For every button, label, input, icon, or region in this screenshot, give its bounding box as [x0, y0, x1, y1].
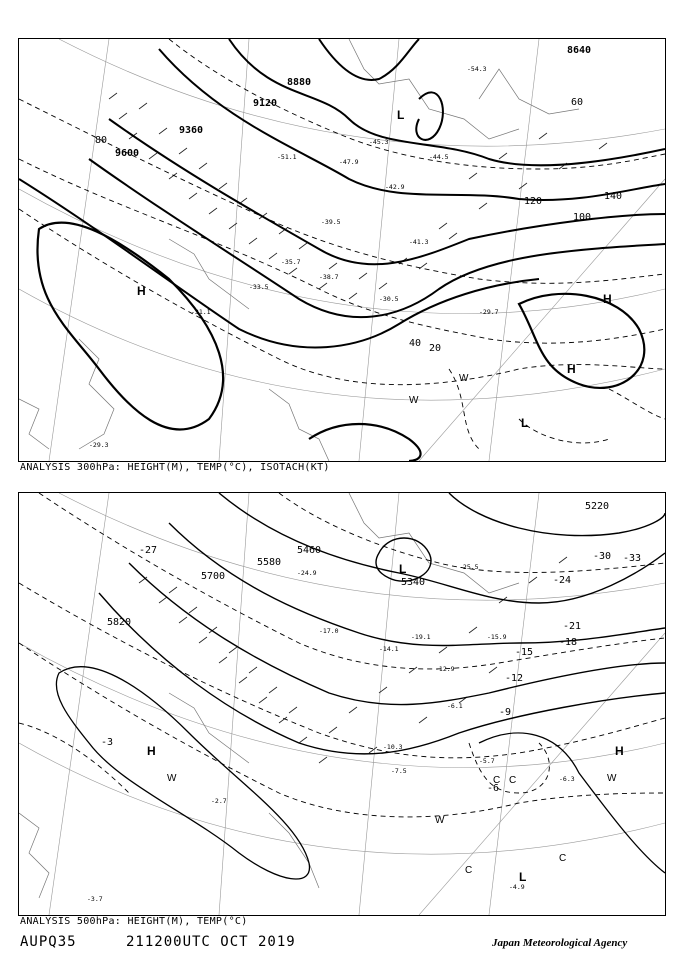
isotach-label-40: 40 [409, 338, 422, 349]
temp-label: -14.1 [379, 645, 399, 653]
height-label-9120: 9120 [253, 98, 278, 109]
temp-label: -6.3 [559, 775, 575, 783]
temp-label: -33.5 [249, 283, 269, 291]
temp-label: -25.5 [459, 563, 479, 571]
low-pressure-marker: L [519, 870, 527, 884]
coastlines [19, 493, 519, 898]
height-label-9360: 9360 [179, 125, 204, 136]
warm-marker: W [435, 815, 445, 826]
high-pressure-marker: H [603, 292, 612, 306]
panel-caption-500hpa: ANALYSIS 500hPa: HEIGHT(M), TEMP(°C) [20, 916, 248, 927]
temp-label: -3.7 [87, 895, 103, 903]
high-contours [56, 667, 665, 879]
isotherm-label: -3 [101, 737, 114, 748]
wind-barbs [139, 557, 567, 763]
temp-label: -2.7 [211, 797, 227, 805]
temp-label: -29.7 [479, 308, 499, 316]
panel-caption-300hpa: ANALYSIS 300hPa: HEIGHT(M), TEMP(°C), ISOTACH(KT) [20, 462, 330, 473]
product-code: AUPQ35 [20, 934, 77, 950]
temp-label: -30.5 [379, 295, 399, 303]
isotherm-label: -18 [559, 637, 578, 648]
warm-marker: W [167, 773, 177, 784]
temp-label: -5.7 [479, 757, 495, 765]
temp-label: -7.5 [391, 767, 407, 775]
map-canvas-500hpa [19, 493, 665, 915]
high-pressure-marker: H [137, 284, 146, 298]
isotherm-label: -12 [505, 673, 524, 684]
cold-marker: C [493, 775, 501, 786]
low-pressure-marker: L [399, 562, 407, 576]
isotherm-label: -27 [139, 545, 158, 556]
height-contours [19, 39, 665, 348]
valid-time: 211200UTC OCT 2019 [126, 934, 296, 950]
cold-marker: C [465, 865, 473, 876]
temp-label: -39.5 [321, 218, 341, 226]
low-pressure-marker: L [397, 108, 405, 122]
temp-label: -42.9 [385, 183, 405, 191]
temp-label: -19.1 [411, 633, 431, 641]
warm-marker: W [459, 373, 469, 384]
temp-label: -10.3 [383, 743, 403, 751]
height-label-5340: 5340 [401, 577, 426, 588]
isotach-label-120: 120 [524, 196, 543, 207]
cold-marker: C [509, 775, 517, 786]
isotherm-label: -30 [593, 551, 612, 562]
analysis-map-300hpa [18, 38, 666, 462]
temp-label: -54.3 [467, 65, 487, 73]
temp-label: -44.5 [429, 153, 449, 161]
isotherm-label: -6 [487, 783, 500, 794]
temp-label: -41.3 [409, 238, 429, 246]
isotherm-label: -21 [563, 621, 582, 632]
height-label-5460: 5460 [297, 545, 322, 556]
low-pressure-marker: L [521, 416, 529, 430]
grid-lines [19, 39, 665, 461]
isotach-label-80: 80 [95, 135, 108, 146]
agency-name: Japan Meteorological Agency [492, 937, 628, 949]
height-label-5220: 5220 [585, 501, 610, 512]
isotach-label-100: 100 [573, 212, 592, 223]
height-label-8880: 8880 [287, 77, 312, 88]
temp-label: -12.9 [435, 665, 455, 673]
isotach-label-20: 20 [429, 343, 442, 354]
temp-label: -31.1 [191, 308, 211, 316]
isotherm-label: -33 [623, 553, 642, 564]
warm-marker: W [409, 395, 419, 406]
map-canvas-300hpa [19, 39, 665, 461]
isotherm-label: -15 [515, 647, 534, 658]
temp-label: -35.7 [281, 258, 301, 266]
high-pressure-marker: H [615, 744, 624, 758]
high-pressure-marker: H [567, 362, 576, 376]
high-pressure-marker: H [147, 744, 156, 758]
cold-marker: C [559, 853, 567, 864]
temp-label: -51.1 [277, 153, 297, 161]
temp-label: -15.9 [487, 633, 507, 641]
temp-label: -47.9 [339, 158, 359, 166]
analysis-map-500hpa [18, 492, 666, 916]
isotherm-contours [19, 493, 665, 817]
temp-label: -45.3 [369, 138, 389, 146]
temp-label: -24.9 [297, 569, 317, 577]
grid-lines [19, 493, 665, 915]
height-label-9600: 9600 [115, 148, 140, 159]
isotach-label-140: 140 [604, 191, 623, 202]
temp-label: -17.0 [319, 627, 339, 635]
temp-label: -29.3 [89, 441, 109, 449]
temp-label: -38.7 [319, 273, 339, 281]
height-label-5580: 5580 [257, 557, 282, 568]
height-label-5820: 5820 [107, 617, 132, 628]
height-label-5700: 5700 [201, 571, 226, 582]
isotach-label-60: 60 [571, 97, 584, 108]
isotherm-label: -9 [499, 707, 512, 718]
height-label-8640: 8640 [567, 45, 592, 56]
warm-marker: W [607, 773, 617, 784]
isotherm-label: -24 [553, 575, 572, 586]
temp-label: -6.1 [447, 702, 463, 710]
temp-label: -4.9 [509, 883, 525, 891]
